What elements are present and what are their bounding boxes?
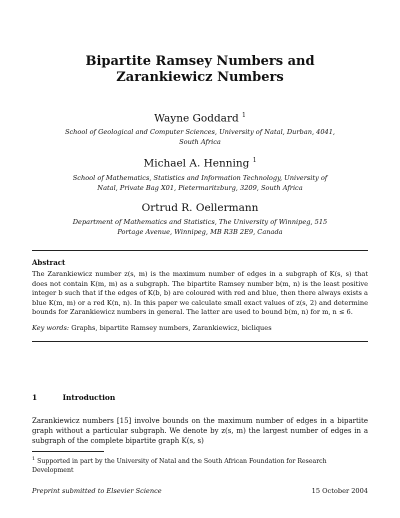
footer-preprint: Preprint submitted to Elsevier Science bbox=[32, 487, 162, 495]
author-name bbox=[0, 202, 400, 214]
footnote-mark: 1 bbox=[242, 112, 246, 119]
keywords-text: Graphs, bipartite Ramsey numbers, Zarankiewicz, bicliques bbox=[71, 324, 272, 332]
section-number: 1 bbox=[32, 393, 38, 402]
abstract-text: The Zarankiewicz number z(s, m) is the maximum number of edges in a subgraph of K(s, s) that does not contain K(m, m) as a subgraph. The bipartite Ramsey number b(m, n) is the least positive integer b such that if the edges of K(b, b) are coloured with red and blue, then there always exists a blue K(m, m) or a red K(n, n). In this paper we calculate small exact values of z(s, 2) and determine bounds for Zarankiewicz numbers in general. The latter are used to bound b(m, n) for m, n ≤ 6. bbox=[32, 270, 368, 317]
footer-date: 15 October 2004 bbox=[311, 487, 368, 495]
abstract-bottom-rule bbox=[32, 341, 368, 342]
keywords-label: Key words: bbox=[32, 324, 70, 332]
section-heading bbox=[32, 393, 115, 402]
author-name-text: Michael A. Henning bbox=[143, 157, 250, 170]
author-name-text: Wayne Goddard bbox=[154, 112, 239, 125]
keywords bbox=[32, 324, 368, 332]
abstract-heading: Abstract bbox=[32, 258, 66, 267]
footnote bbox=[32, 455, 368, 475]
author-name-text: Ortrud R. Oellermann bbox=[141, 202, 259, 214]
author-affiliation: School of Geological and Computer Sciences, University of Natal, Durban, 4041, South Africa bbox=[64, 128, 336, 146]
intro-paragraph: Zarankiewicz numbers [15] involve bounds on the maximum number of edges in a bipartite graph without a particular subgraph. We denote by z(s, m) the largest number of edges in a subgraph of the complete bipartite graph K(s, s) bbox=[32, 417, 368, 446]
footnote-rule bbox=[32, 451, 104, 452]
footnote-mark: 1 bbox=[252, 157, 257, 164]
footnote-text: Supported in part by the University of Natal and the South African Foundation for Research Development bbox=[32, 458, 327, 475]
author-name bbox=[0, 157, 400, 170]
author-affiliation: Department of Mathematics and Statistics, The University of Winnipeg, 515 Portage Avenue, Winnipeg, MB R3B 2E9, Canada bbox=[72, 218, 328, 236]
footnote-mark: 1 bbox=[32, 456, 36, 462]
section-title: Introduction bbox=[62, 393, 116, 402]
author-affiliation: School of Mathematics, Statistics and Information Technology, University of Natal, Private Bag X01, Pietermaritzburg, 3209, South Africa bbox=[72, 174, 328, 192]
page-footer bbox=[32, 487, 368, 495]
abstract-top-rule bbox=[32, 250, 368, 251]
author-name bbox=[0, 112, 400, 125]
paper-title: Bipartite Ramsey Numbers and Zarankiewicz Numbers bbox=[85, 54, 315, 85]
